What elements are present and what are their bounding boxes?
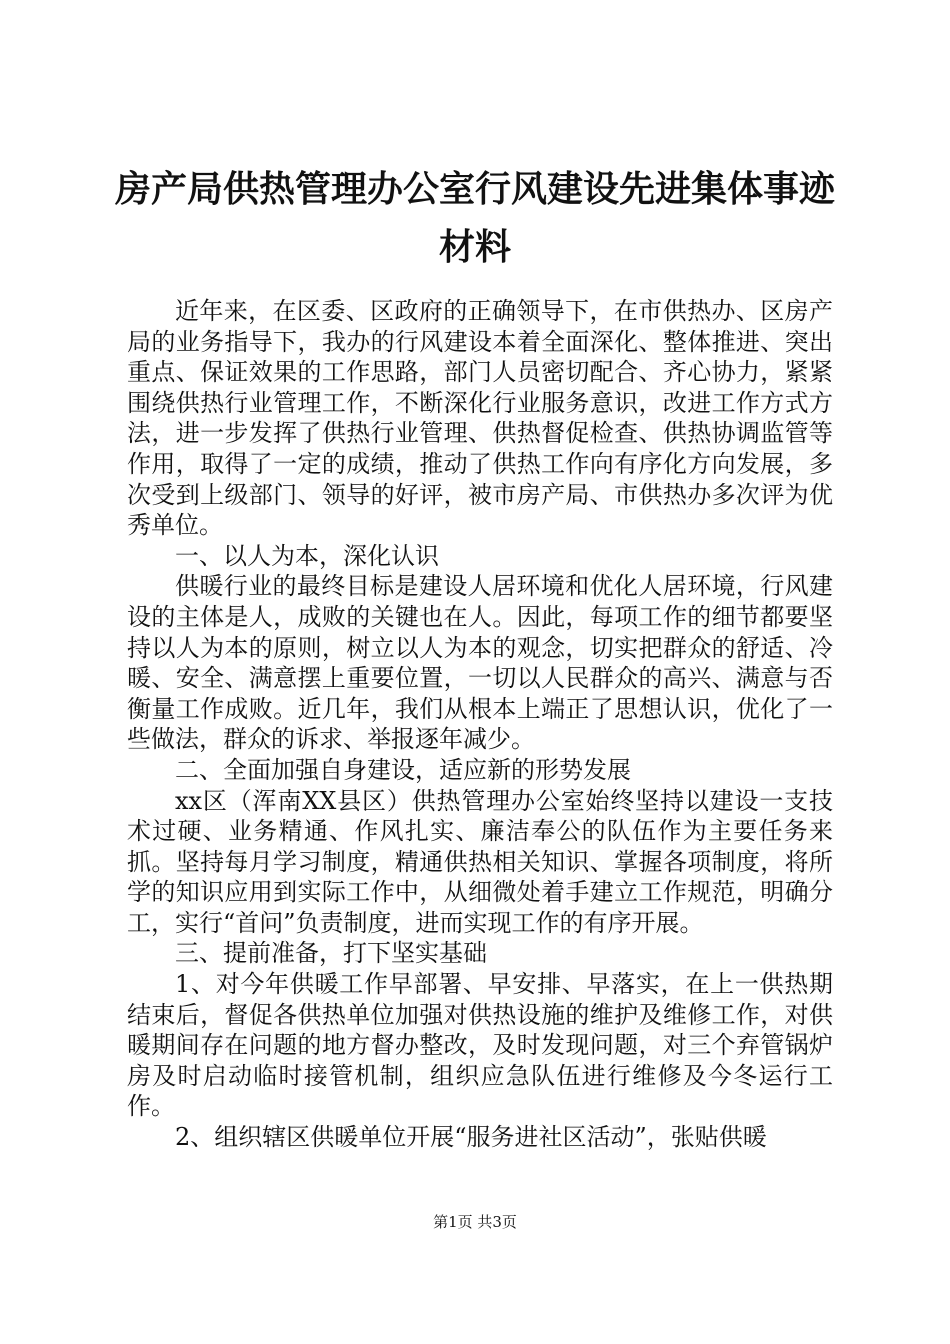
section-heading-1: 一、以人为本，深化认识 (175, 541, 439, 570)
document-title: 房产局供热管理办公室行风建设先进集体事迹材料 (114, 168, 835, 268)
paragraph-section-1: 供暖行业的最终目标是建设人居环境和优化人居环境，行风建设的主体是人，成败的关键也在人。因此，每项工作的细节都要坚持以人为本的原则，树立以人为本的观念，切实把群众的舒适、冷暖、安全、满意摆上重要位置，一切以人民群众的高兴、满意与否衡量工作成败。近几年，我们从根本上端正了思想认识，优化了一些做法，群众的诉求、举报逐年减少。 (127, 572, 833, 754)
section-heading-3: 三、提前准备，打下坚实基础 (175, 939, 487, 968)
page-number-footer: 第1页 共3页 (433, 1213, 517, 1231)
document-body (127, 296, 833, 1153)
paragraph-intro: 近年来，在区委、区政府的正确领导下，在市供热办、区房产局的业务指导下，我办的行风建设本着全面深化、整体推进、突出重点、保证效果的工作思路，部门人员密切配合、齐心协力，紧紧围绕供热行业管理工作，不断深化行业服务意识，改进工作方式方法，进一步发挥了供热行业管理、供热督促检查、供热协调监管等作用，取得了一定的成绩，推动了供热工作向有序化方向发展，多次受到上级部门、领导的好评，被市房产局、市供热办多次评为优秀单位。 (127, 297, 833, 540)
paragraph-item-1: 1、对今年供暖工作早部署、早安排、早落实，在上一供热期结束后，督促各供热单位加强对供热设施的维护及维修工作，对供暖期间存在问题的地方督办整改，及时发现问题，对三个弃管锅炉房及时启动临时接管机制，组织应急队伍进行维修及今冬运行工作。 (127, 970, 833, 1121)
paragraph-section-2: xx区（浑南XX县区）供热管理办公室始终坚持以建设一支技术过硬、业务精通、作风扎实、廉洁奉公的队伍作为主要任务来抓。坚持每月学习制度，精通供热相关知识、掌握各项制度，将所学的知识应用到实际工作中，从细微处着手建立工作规范，明确分工，实行“首问”负责制度，进而实现工作的有序开展。 (127, 786, 833, 937)
paragraph-item-2: 2、组织辖区供暖单位开展“服务进社区活动”，张贴供暖 (175, 1123, 767, 1152)
section-heading-2: 二、全面加强自身建设，适应新的形势发展 (175, 755, 631, 784)
